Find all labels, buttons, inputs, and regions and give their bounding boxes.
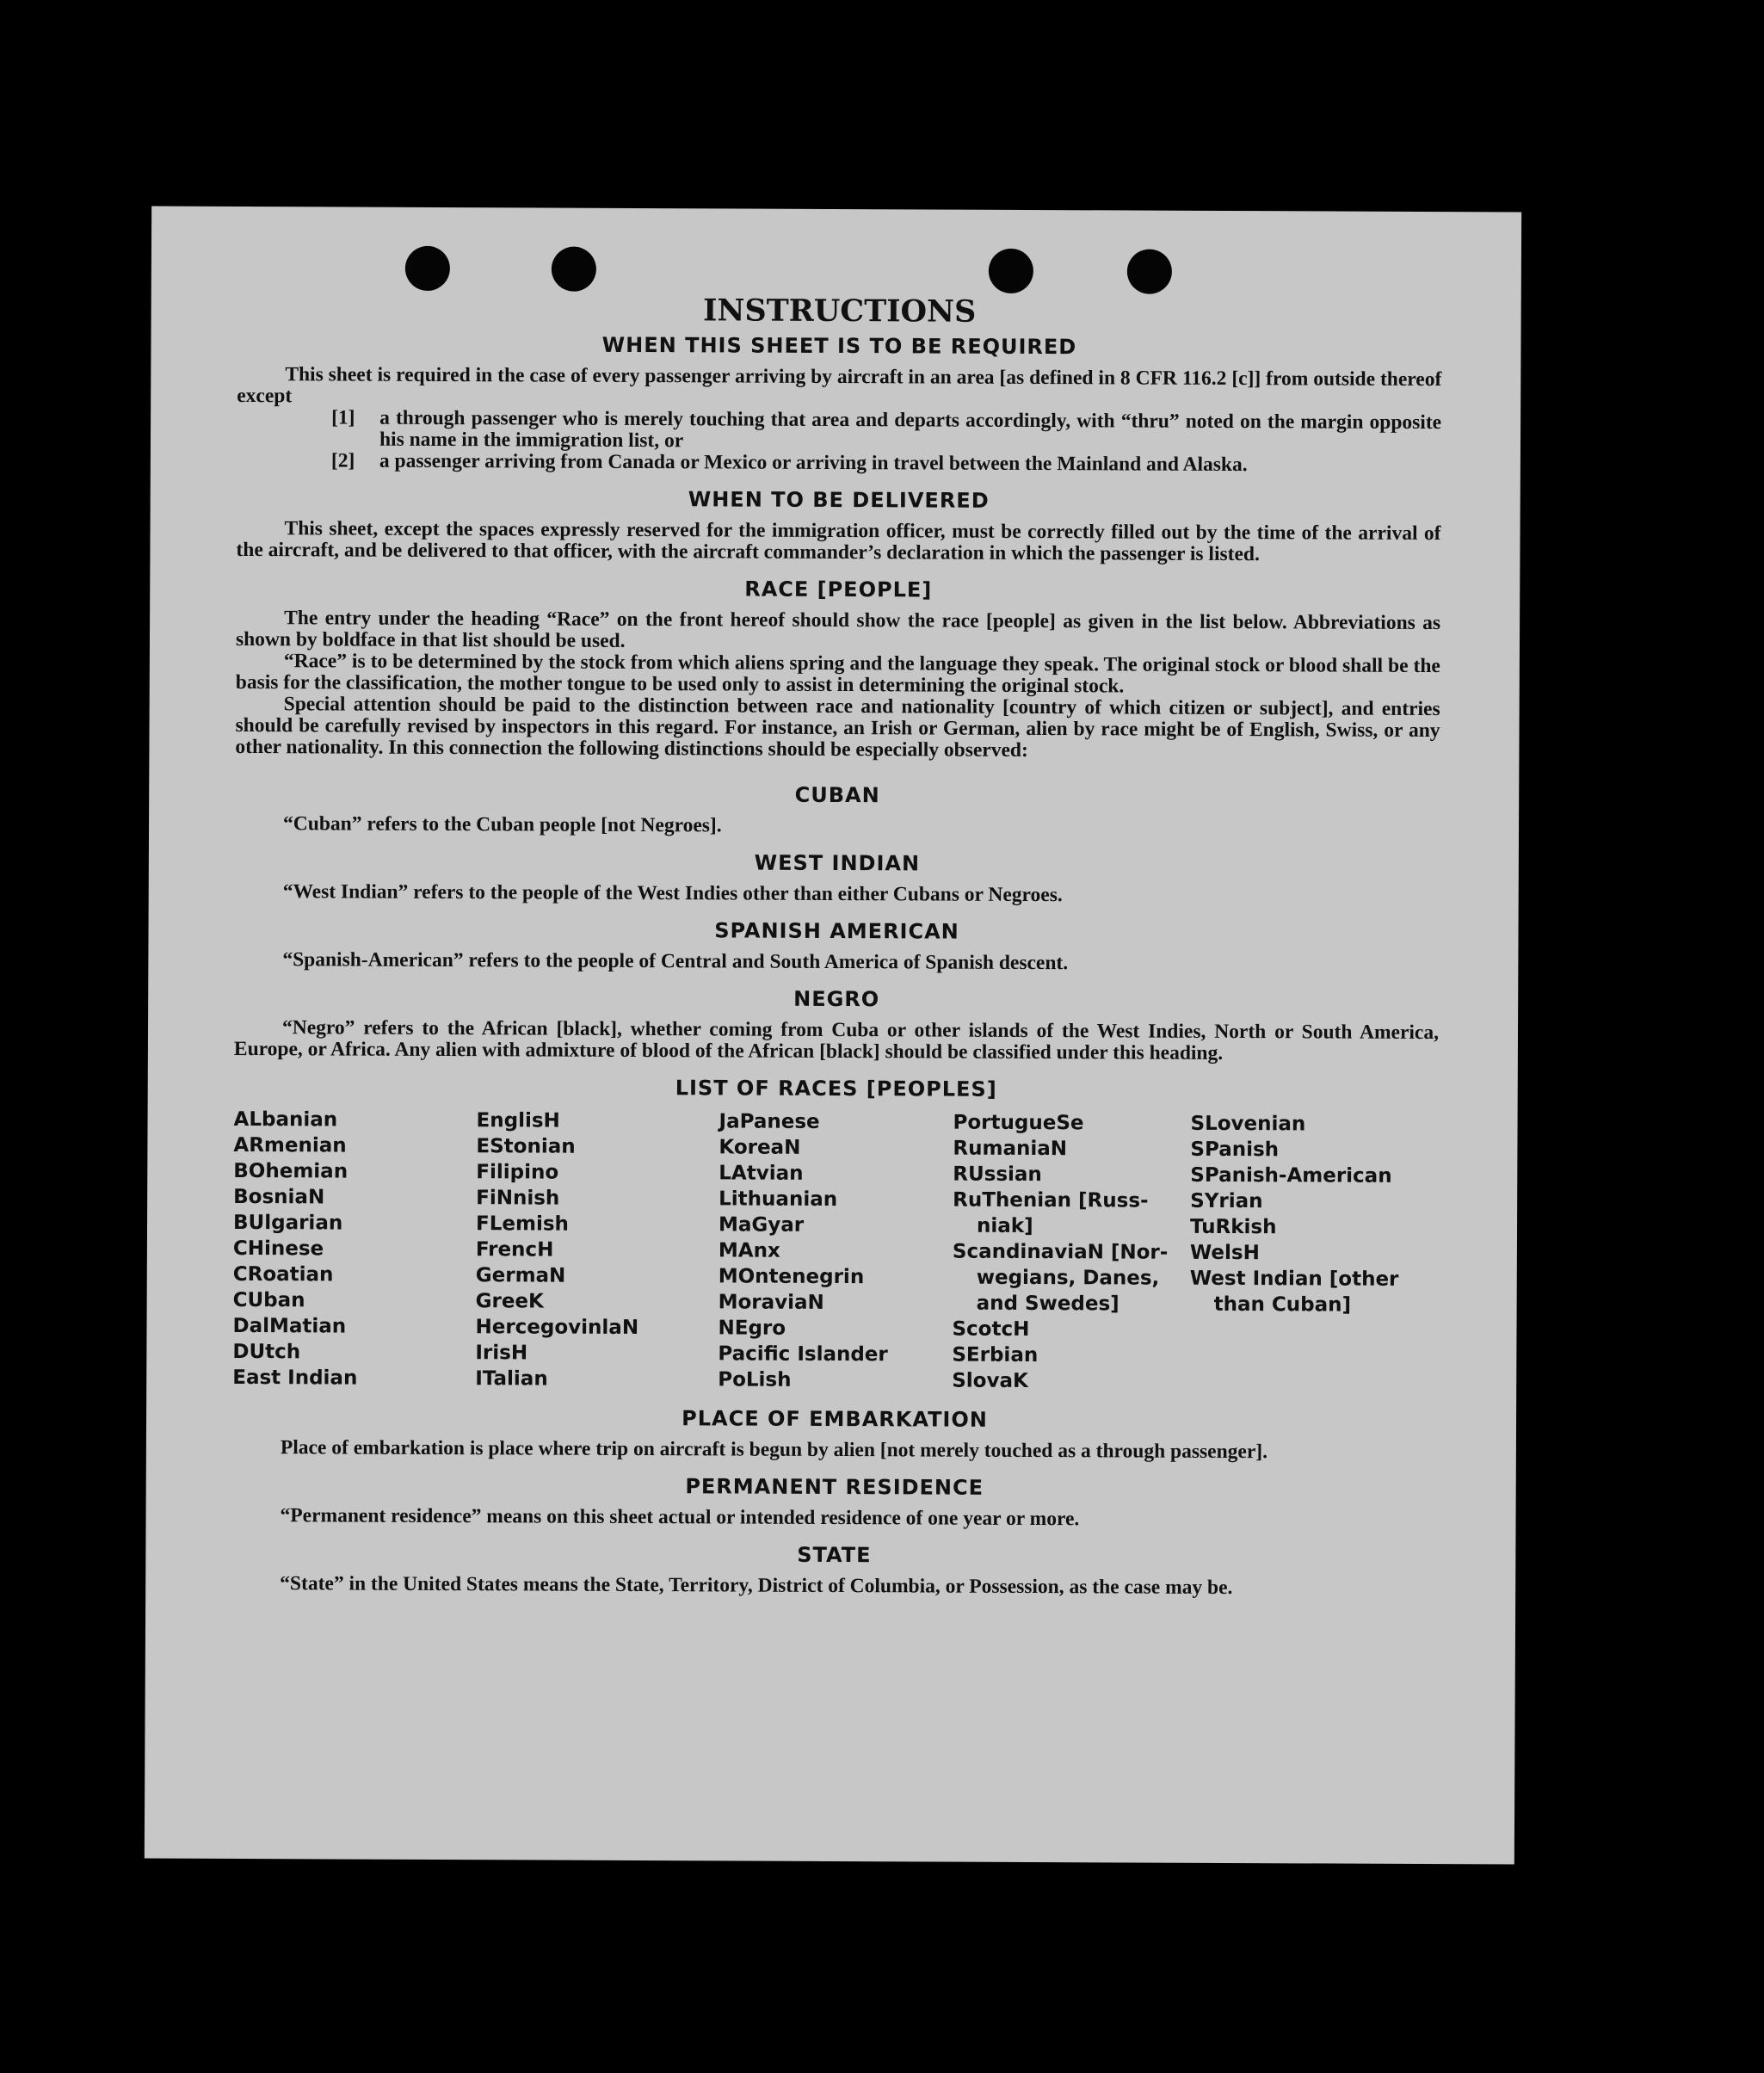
section-heading-race: RACE [PEOPLE]	[744, 577, 933, 602]
section-heading-residence: PERMANENT RESIDENCE	[685, 1474, 984, 1500]
race-paragraph-1: The entry under the heading “Race” on the front hereof should show the race [people] as given in the list below. Abbreviations as shown by boldface in that list should be used.	[235, 607, 1441, 652]
race-item: MAnx	[718, 1239, 780, 1262]
delivered-body: This sheet, except the spaces expressly reserved for the immigration officer, must be correctly filled out by the time of the arrival of the aircraft, and be delivered to that officer, with the aircraft commander’s declaration in which the passenger is listed.	[236, 517, 1441, 566]
exception-number: [2]	[330, 449, 355, 472]
race-item: EnglisH	[476, 1109, 560, 1132]
race-item: IrisH	[475, 1342, 528, 1365]
race-item: West Indian [other	[1189, 1267, 1399, 1291]
race-item: FiNnish	[476, 1187, 560, 1210]
race-item: ScandinaviaN [Nor-	[952, 1240, 1169, 1264]
exception-number: [1]	[331, 406, 355, 429]
section-heading-west-indian: WEST INDIAN	[754, 850, 921, 876]
race-column-2	[475, 1107, 719, 1392]
punch-hole	[989, 249, 1033, 293]
race-item-continued: than Cuban]	[1213, 1293, 1352, 1317]
race-item: ScotcH	[952, 1317, 1030, 1341]
page-title: INSTRUCTIONS	[702, 293, 977, 330]
race-item: CHinese	[232, 1237, 324, 1261]
state-body: “State” in the United States means the State, Territory, District of Columbia, or Possession, as the case may be.	[280, 1572, 1233, 1600]
race-item: MOntenegrin	[718, 1265, 865, 1289]
section-heading-list-of-races: LIST OF RACES [PEOPLES]	[675, 1076, 997, 1101]
cuban-body: “Cuban” refers to the Cuban people [not Negroes].	[283, 812, 722, 837]
race-item: DalMatian	[232, 1314, 347, 1338]
race-item: BUlgarian	[232, 1211, 343, 1235]
punch-hole	[1127, 249, 1172, 293]
race-column-1	[232, 1107, 476, 1391]
race-item-continued: wegians, Danes,	[976, 1266, 1160, 1290]
race-item: LAtvian	[719, 1162, 804, 1185]
race-item: GermaN	[475, 1264, 566, 1287]
race-item: MoraviaN	[718, 1291, 824, 1314]
race-item: ARmenian	[233, 1133, 347, 1157]
exception-2	[237, 450, 1441, 477]
race-item: PoLish	[718, 1368, 792, 1391]
race-item: CRoatian	[232, 1262, 334, 1286]
required-intro: This sheet is required in the case of every passenger arriving by aircraft in an area [as defined in 8 CFR 116.2 [c]] from outside thereof except	[237, 363, 1442, 408]
exception-text: a through passenger who is merely touching that area and departs accordingly, with “thru” noted on the margin opposite his name in the immigration list, or	[379, 406, 1442, 453]
race-item: SLovenian	[1190, 1112, 1306, 1136]
race-item-continued: and Swedes]	[976, 1292, 1119, 1316]
race-item: SYrian	[1190, 1189, 1263, 1213]
exception-text: a passenger arriving from Canada or Mexico or arriving in travel between the Mainland and Alaska.	[379, 449, 1248, 477]
spanish-american-body: “Spanish-American” refers to the people of Central and South America of Spanish descent.	[282, 948, 1069, 975]
race-paragraph-2: “Race” is to be determined by the stock from which aliens spring and the language they speak. The original stock or blood shall be the basis for the classification, the mother tongue to be used only to assist in determining the original stock.	[235, 650, 1440, 698]
race-item: SErbian	[952, 1343, 1039, 1367]
section-heading-cuban: CUBAN	[794, 782, 880, 808]
race-item: SlovaK	[952, 1369, 1028, 1392]
race-item: East Indian	[232, 1366, 358, 1390]
race-item: NEgro	[718, 1317, 786, 1340]
race-item: DUtch	[232, 1340, 301, 1364]
negro-body: “Negro” refers to the African [black], whether coming from Cuba or other islands of the West Indies, North or South America, Europe, or Africa. Any alien with admixture of blood of the African [black] should be classified under this heading.	[233, 1016, 1440, 1064]
race-item: CUban	[232, 1288, 305, 1312]
race-item: RuThenian [Russ-	[953, 1188, 1149, 1212]
embarkation-body: Place of embarkation is place where trip on aircraft is begun by alien [not merely touched as a through passenger].	[280, 1436, 1268, 1464]
race-item: RumaniaN	[953, 1137, 1068, 1161]
race-item: SPanish-American	[1190, 1163, 1392, 1188]
race-item: JaPanese	[719, 1110, 820, 1133]
section-heading-spanish-american: SPANISH AMERICAN	[714, 918, 959, 944]
race-item: RUssian	[953, 1163, 1042, 1187]
race-list	[232, 1107, 1438, 1396]
race-item: Lithuanian	[719, 1188, 838, 1212]
race-item: HercegovinlaN	[475, 1316, 639, 1340]
race-item: FLemish	[475, 1212, 569, 1236]
race-item: Filipino	[476, 1161, 559, 1184]
race-item: SPanish	[1190, 1138, 1280, 1162]
race-column-4	[952, 1110, 1190, 1395]
race-paragraph-3: Special attention should be paid to the distinction between race and nationality [country of which citizen or subject], and entries should be carefully revised by inspectors in this regard. For instance, an Irish or German, alien by race might be of English, Swiss, or any other nationality. In this connection the following distinctions should be especially observed:	[235, 693, 1440, 762]
race-item: FrencH	[475, 1238, 554, 1262]
instruction-sheet	[145, 207, 1521, 1865]
race-item: ALbanian	[233, 1107, 338, 1132]
race-item: BosniaN	[233, 1185, 325, 1209]
section-heading-required: WHEN THIS SHEET IS TO BE REQUIRED	[601, 332, 1077, 360]
punch-hole	[552, 247, 596, 292]
race-column-3	[718, 1108, 953, 1393]
residence-body: “Permanent residence” means on this sheet actual or intended residence of one year or more.	[280, 1504, 1080, 1531]
race-item: ITalian	[475, 1367, 548, 1391]
race-item: PortugueSe	[953, 1111, 1084, 1135]
section-heading-delivered: WHEN TO BE DELIVERED	[688, 487, 990, 513]
race-column-5	[1189, 1111, 1438, 1396]
section-heading-negro: NEGRO	[793, 986, 880, 1012]
west-indian-body: “West Indian” refers to the people of the West Indies other than either Cubans or Negroes.	[282, 880, 1063, 907]
race-item: MaGyar	[718, 1213, 805, 1237]
race-item-continued: niak]	[976, 1214, 1033, 1238]
race-item: TuRkish	[1189, 1215, 1277, 1239]
exception-1	[237, 407, 1441, 455]
race-item: EStonian	[476, 1135, 576, 1158]
section-heading-state: STATE	[797, 1542, 872, 1568]
section-heading-embarkation: PLACE OF EMBARKATION	[682, 1406, 988, 1432]
race-item: BOhemian	[233, 1159, 348, 1183]
punch-hole	[405, 246, 450, 291]
race-item: Pacific Islander	[718, 1342, 888, 1367]
race-item: WelsH	[1189, 1241, 1260, 1265]
race-item: KoreaN	[719, 1136, 801, 1159]
race-item: GreeK	[475, 1290, 544, 1313]
